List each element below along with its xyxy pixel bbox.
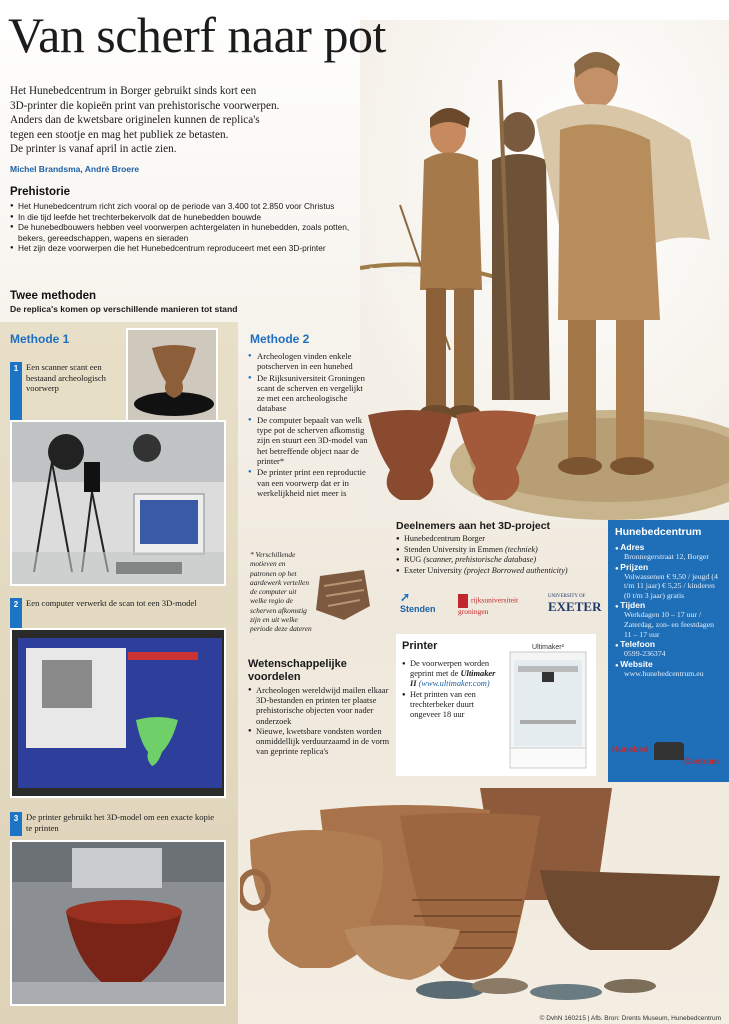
list-item: ● De voorwerpen worden geprint met de Ultimaker II (www.ultimaker.com) bbox=[402, 659, 498, 690]
potsherd-image bbox=[314, 566, 374, 624]
prehistorie-heading: Prehistorie bbox=[10, 186, 71, 198]
list-item: ● Exeter University (project Borrowed authenticity) bbox=[396, 566, 606, 577]
exeter-logo: UNIVERSITY OF EXETER bbox=[548, 594, 602, 614]
stenden-logo: ➚ Stenden bbox=[400, 590, 436, 614]
methods-heading: Twee methoden bbox=[10, 290, 97, 302]
info-row: ● Adres Bronnegerstraat 12, Borger bbox=[615, 542, 722, 562]
list-item: ● Het Hunebedcentrum richt zich vooral op de periode van 3.400 tot 2.850 voor Christus bbox=[10, 201, 370, 212]
printer-brand: Ultimaker² bbox=[532, 644, 564, 651]
list-item: ● Archeologen wereldwijd mailen elkaar 3D-bestanden en printen ter plaatse prehistorische objecten voor nader onderzoek bbox=[248, 685, 398, 726]
deelnemers-section bbox=[396, 520, 606, 576]
pottery-collection-image bbox=[240, 780, 729, 1010]
list-item: ● De printer print een reproductie van een voorwerp dat er in werkelijkheid niet meer is bbox=[248, 467, 368, 498]
info-row: ● Tijden Werkdagen 10 – 17 uur / Zaterdag, zon- en feestdagen 11 – 17 uur bbox=[615, 600, 722, 639]
intro-text: Het Hunebedcentrum in Borger gebruikt sinds kort een 3D-printer die kopieën print van prehistorische voorwerpen. Anders dan de kwetsbare originelen kunnen de replica's tegen een stootje en mag het publiek ze betasten. De printer is vanaf april in actie zien. bbox=[10, 85, 280, 155]
scanner-setup-photo bbox=[10, 420, 226, 586]
hero-illustration bbox=[360, 20, 729, 520]
method1-label: Methode 1 bbox=[10, 332, 70, 346]
methods-subheading: De replica's komen op verschillende manieren tot stand bbox=[10, 304, 238, 314]
info-row: ● Prijzen Volwassenen € 9,50 / jeugd (4 t/m 11 jaar) € 5,25 / kinderen (0 t/m 3 jaar) gratis bbox=[615, 562, 722, 601]
list-item: ● Archeologen vinden enkele potscherven in een hunebed bbox=[248, 351, 368, 372]
deelnemers-heading: Deelnemers aan het 3D-project bbox=[396, 520, 551, 532]
step-text: De printer gebruikt het 3D-model om een exacte kopie te printen bbox=[26, 812, 215, 833]
list-item: ● Hunebedcentrum Borger bbox=[396, 534, 606, 545]
step-text: Een computer verwerkt de scan tot een 3D-model bbox=[26, 598, 197, 608]
byline: Michel Brandsma, André Broere bbox=[10, 164, 140, 174]
list-item: ● In die tijd leefde het trechterbekervolk dat de hunebedden bouwde bbox=[10, 212, 370, 223]
scanned-beaker-photo bbox=[126, 328, 218, 424]
printing-photo bbox=[10, 840, 226, 1006]
methods-intro bbox=[10, 290, 370, 314]
info-row: ● Telefoon 0599-236374 bbox=[615, 639, 722, 659]
list-item: ● Nieuwe, kwetsbare vondsten worden onmiddellijk verduurzaamd in de vorm van geprinte replica's bbox=[248, 726, 398, 757]
page-title: Van scherf naar pot bbox=[8, 7, 386, 63]
info-heading: Hunebedcentrum bbox=[615, 526, 702, 538]
list-item: ● Stenden University in Emmen (techniek) bbox=[396, 545, 606, 556]
list-item: ● RUG (scanner, prehistorische database) bbox=[396, 555, 606, 566]
method2-label: Methode 2 bbox=[250, 332, 310, 346]
prehistorie-section bbox=[10, 186, 370, 254]
partner-logos bbox=[398, 588, 608, 620]
list-item: ● Het printen van een trechterbeker duurt ongeveer 18 uur bbox=[402, 690, 498, 721]
printer-heading: Printer bbox=[402, 640, 438, 652]
step-number: 3 bbox=[10, 812, 22, 836]
list-item: ● De hunebedbouwers hebben veel voorwerpen achtergelaten in hunebedden, zoals potten, bekers, gereedschappen, wapens en sieraden bbox=[10, 222, 370, 243]
hunebedcentrum-logo: Hunebed Centrum bbox=[612, 744, 719, 766]
list-item: ● De computer bepaalt van welk type pot de scherven afkomstig zijn en stuurt een 3D-model van het betreffende object naar de printer* bbox=[248, 415, 368, 466]
step-text: Een scanner scant een bestaand archeologisch voorwerp bbox=[26, 362, 106, 393]
computer-model-photo bbox=[10, 628, 226, 798]
list-item: ● Het zijn deze voorwerpen die het Hunebedcentrum reproduceert met een 3D-printer bbox=[10, 243, 370, 254]
info-row: ● Website www.hunebedcentrum.eu bbox=[615, 659, 722, 679]
credit-line: © DvhN 160215 | Afb. Bron: Drents Museum, Hunebedcentrum bbox=[539, 1015, 721, 1022]
step-number: 1 bbox=[10, 362, 22, 422]
wetenschap-section bbox=[248, 658, 398, 756]
ultimaker-printer-image bbox=[504, 636, 592, 772]
rug-logo: rijksuniversiteit groningen bbox=[458, 595, 519, 616]
list-item: ● De Rijksuniversiteit Groningen scant de scherven en vergelijkt ze met een archeologische database bbox=[248, 373, 368, 414]
method2-footnote: * Verschillende motieven en patronen op het aardewerk vertellen de computer uit welke regio de scherven afkomstig zijn en uit welke periode deze dateren bbox=[250, 550, 312, 634]
printer-section bbox=[396, 634, 596, 776]
wetenschap-heading: Wetenschappelijke voordelen bbox=[248, 658, 347, 683]
step-number: 2 bbox=[10, 598, 22, 628]
method2-list bbox=[248, 351, 368, 499]
